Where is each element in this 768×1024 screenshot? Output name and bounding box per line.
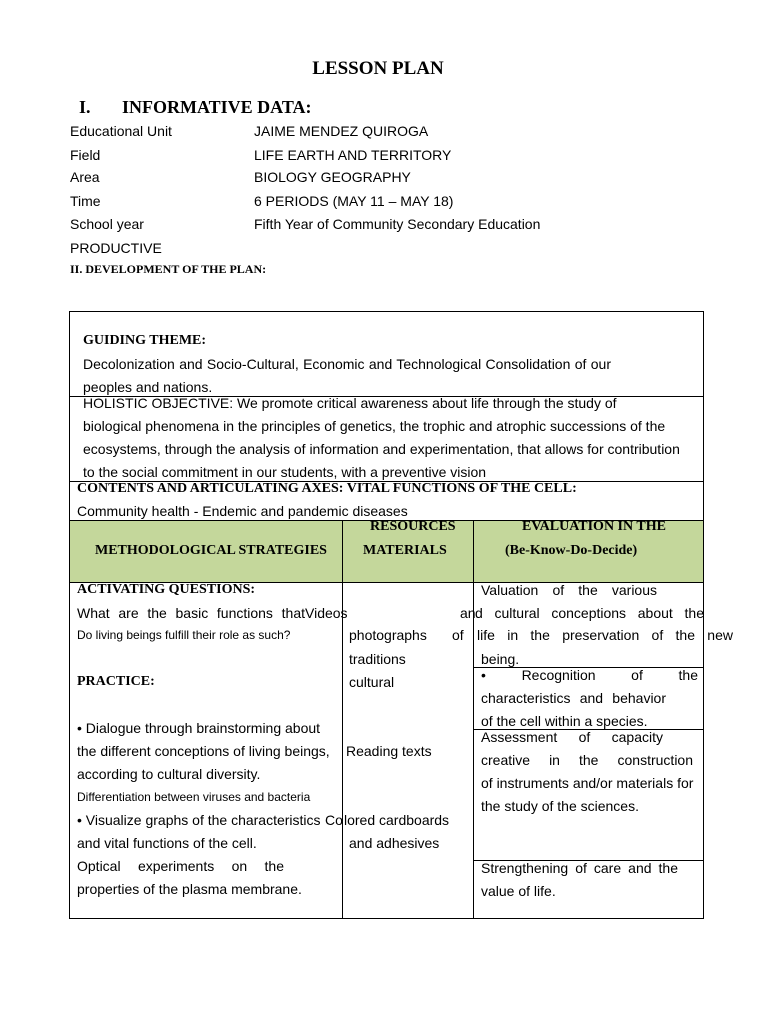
evaluation-2-line2: characteristics and behavior xyxy=(481,690,666,706)
activating-questions-heading: ACTIVATING QUESTIONS: xyxy=(77,582,256,597)
resource-adhesives: and adhesives xyxy=(349,835,440,851)
info-value-school-year: Fifth Year of Community Secondary Education xyxy=(254,216,541,232)
evaluation-1-line1: Valuation of the various xyxy=(481,582,657,598)
info-value-time: 6 PERIODS (MAY 11 – MAY 18) xyxy=(254,193,454,209)
info-label-field: Field xyxy=(70,147,101,163)
practice-item-1: • Dialogue through brainstorming about xyxy=(77,720,321,736)
evaluation-1-line3: life in the preservation of the new xyxy=(477,627,733,643)
header-resources: RESOURCES xyxy=(370,519,456,534)
evaluation-1-line2: d cultural conceptions about the xyxy=(475,605,704,621)
practice-item-8: properties of the plasma membrane. xyxy=(77,881,302,897)
header-materials: MATERIALS xyxy=(363,543,447,558)
evaluation-1-line4: being. xyxy=(481,651,520,667)
info-value-area: BIOLOGY GEOGRAPHY xyxy=(254,169,411,185)
header-evaluation: EVALUATION IN THE xyxy=(522,519,666,534)
evaluation-1-line2-prefix: an xyxy=(460,605,476,621)
guiding-theme-text-line1: Decolonization and Socio-Cultural, Economic and Technological Consolidation of our xyxy=(83,356,611,372)
practice-heading: PRACTICE: xyxy=(77,674,155,689)
document-title: LESSON PLAN xyxy=(312,58,444,79)
practice-item-2: the different conceptions of living beings, xyxy=(77,743,330,759)
evaluation-3-line1: Assessment of capacity xyxy=(481,729,663,745)
practice-item-3: according to cultural diversity. xyxy=(77,766,261,782)
holistic-objective-line1: HOLISTIC OBJECTIVE: We promote critical awareness about life through the study of xyxy=(83,395,617,411)
evaluation-2-line3: of the cell within a species. xyxy=(481,713,648,729)
info-label-area: Area xyxy=(70,169,100,185)
resource-traditions: traditions xyxy=(349,651,406,667)
practice-item-6: and vital functions of the cell. xyxy=(77,835,257,851)
resource-reading-texts: Reading texts xyxy=(346,743,432,759)
resource-colored-cardboards-prefix: Co xyxy=(325,812,343,828)
header-methodological-strategies: METHODOLOGICAL STRATEGIES xyxy=(95,543,327,558)
info-label-time: Time xyxy=(70,193,101,209)
practice-item-4: Differentiation between viruses and bacteria xyxy=(77,790,311,804)
evaluation-1-line3-prefix: of xyxy=(452,627,464,643)
section-title-development: II. DEVELOPMENT OF THE PLAN: xyxy=(70,262,267,276)
evaluation-4-line2: value of life. xyxy=(481,883,556,899)
info-value-field: LIFE EARTH AND TERRITORY xyxy=(254,147,452,163)
evaluation-3-line2: creative in the construction xyxy=(481,752,693,768)
header-be-know-do-decide: (Be-Know-Do-Decide) xyxy=(505,543,638,558)
evaluation-2-line1: • Recognition of the xyxy=(481,667,698,683)
info-label-educational-unit: Educational Unit xyxy=(70,123,172,139)
holistic-objective-line3: ecosystems, through the analysis of information and experimentation, that allows for contribution xyxy=(83,441,680,457)
guiding-theme-heading: GUIDING THEME: xyxy=(83,333,207,348)
evaluation-3-line4: the study of the sciences. xyxy=(481,798,639,814)
info-label-productive: PRODUCTIVE xyxy=(70,240,162,256)
section-number: I. xyxy=(79,97,91,117)
guiding-theme-text-line2: peoples and nations. xyxy=(83,379,213,395)
resource-videos: Videos xyxy=(305,605,348,621)
evaluation-4-line1: Strengthening of care and the xyxy=(481,860,678,876)
resource-colored-cardboards: lored cardboards xyxy=(344,812,450,828)
resource-cultural: cultural xyxy=(349,674,395,690)
contents-subline: Community health - Endemic and pandemic diseases xyxy=(77,503,408,519)
info-label-school-year: School year xyxy=(70,216,144,232)
holistic-objective-line4: to the social commitment in our students, with a preventive vision xyxy=(83,464,487,480)
activating-question-2: Do living beings fulfill their role as such? xyxy=(77,628,291,642)
practice-item-7: Optical experiments on the xyxy=(77,858,284,874)
contents-heading: CONTENTS AND ARTICULATING AXES: VITAL FUNCTIONS OF THE CELL: xyxy=(77,481,577,496)
activating-question-1: What are the basic functions that xyxy=(77,605,305,621)
resource-photographs: photographs xyxy=(349,627,427,643)
section-title: INFORMATIVE DATA: xyxy=(122,97,312,117)
evaluation-3-line3: of instruments and/or materials for xyxy=(481,775,694,791)
info-value-educational-unit: JAIME MENDEZ QUIROGA xyxy=(254,123,429,139)
practice-item-5: • Visualize graphs of the characteristics xyxy=(77,812,321,828)
holistic-objective-line2: biological phenomena in the principles of genetics, the trophic and atrophic successions of the xyxy=(83,418,666,434)
